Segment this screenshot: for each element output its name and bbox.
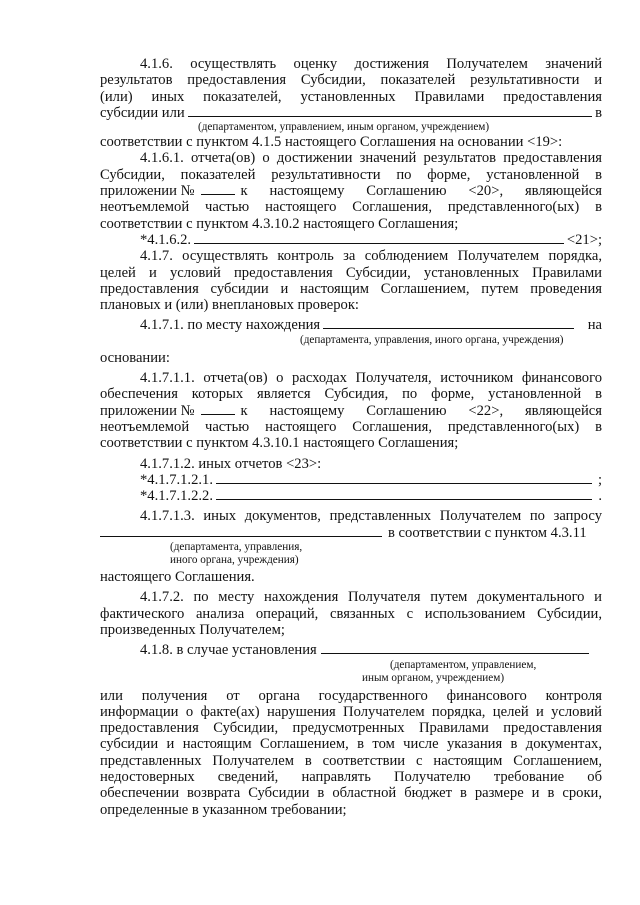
paragraph-4-1-7-line1: 4.1.7. осуществлять контроль за соблюдением Получателем порядка, — [140, 248, 602, 265]
blank-line-4-1-6-2[interactable] — [194, 232, 564, 244]
item-4-1-7-1-2-1-label: *4.1.7.1.2.1. — [140, 471, 213, 488]
paragraph-4-1-6-1-line4: неотъемлемой частью настоящего Соглашения, представленного(ых) в — [100, 199, 602, 216]
paragraph-4-1-6-line4-end: в — [595, 104, 602, 121]
caption-authority-1: (департаментом, управлением, иным органом, учреждением) — [198, 121, 490, 134]
item-4-1-7-1-2-2-label: *4.1.7.1.2.2. — [140, 488, 213, 505]
paragraph-4-1-7-1-1-line4: неотъемлемой частью настоящего Соглашения, представленного(ых) в — [100, 418, 602, 435]
paragraph-4-1-6-line4-start: субсидии или — [100, 104, 185, 121]
paragraph-4-1-6-line4 — [100, 105, 602, 121]
blank-appendix-number-2[interactable] — [201, 403, 235, 415]
document-page — [100, 56, 602, 818]
blank-line-authority-4[interactable] — [321, 642, 589, 654]
paragraph-4-1-8-line5: представленных Получателем в соответствии с настоящим Соглашением, — [100, 752, 602, 769]
paragraph-4-1-7-1-1-line2: обеспечения которых является Субсидия, по форме, установленной в — [100, 386, 602, 403]
paragraph-4-1-8-line8: определенные в указанном требовании; — [100, 801, 347, 818]
paragraph-4-1-8-line1: или получения от органа государственного финансового контроля — [100, 687, 602, 704]
paragraph-4-1-6-1-line3-a: приложении № — [100, 183, 195, 200]
paragraph-4-1-6-2-end: <21>; — [566, 231, 602, 248]
paragraph-4-1-8-start — [100, 642, 602, 658]
paragraph-4-1-6-1-line3-b: к настоящему Соглашению <20>, являющейся — [240, 183, 602, 200]
paragraph-4-1-6-1-line5: соответствии с пунктом 4.3.10.2 настоящего Соглашения; — [100, 215, 459, 232]
paragraph-4-1-6-line1: 4.1.6. осуществлять оценку достижения Получателем значений — [140, 56, 602, 72]
paragraph-4-1-7-1-1-line5: соответствии с пунктом 4.3.10.1 настоящего Соглашения; — [100, 435, 459, 452]
paragraph-4-1-7-1-1-line3-a: приложении № — [100, 402, 195, 419]
paragraph-4-1-7-1-1-line1: 4.1.7.1.1. отчета(ов) о расходах Получателя, источником финансового — [140, 370, 602, 387]
paragraph-4-1-8-line4: субсидии и настоящим Соглашением, в том числе указания в документах, — [100, 736, 602, 753]
paragraph-4-1-7-1-start: 4.1.7.1. по месту нахождения — [140, 317, 321, 334]
caption-authority-3-line2: иного органа, учреждения) — [170, 554, 299, 567]
blank-line-4-1-7-1-2-1[interactable] — [216, 472, 592, 484]
paragraph-4-1-8-line3: предоставления Субсидии, предусмотренных Правилами предоставления — [100, 720, 602, 737]
paragraph-4-1-6-line3: (или) иных показателей, установленных Правилами предоставления — [100, 88, 602, 105]
paragraph-4-1-7-1-3-line3: настоящего Соглашения. — [100, 569, 255, 586]
paragraph-4-1-7-1-3-line2 — [100, 525, 602, 541]
blank-appendix-number-1[interactable] — [201, 183, 235, 195]
paragraph-4-1-7-1-end: на — [587, 317, 602, 334]
item-4-1-7-1-2-2-end: . — [598, 488, 602, 505]
paragraph-4-1-7-1-2-line1: 4.1.7.1.2. иных отчетов <23>: — [140, 455, 322, 472]
paragraph-4-1-7-1 — [100, 317, 602, 333]
paragraph-4-1-6-2-label: *4.1.6.2. — [140, 231, 192, 248]
blank-line-authority-3[interactable] — [100, 525, 382, 537]
paragraph-4-1-6-line5: соответствии с пунктом 4.1.5 настоящего Соглашения на основании <19>: — [100, 134, 563, 151]
paragraph-4-1-7-1-2-item1 — [100, 472, 602, 488]
caption-authority-4-line1: (департаментом, управлением, — [390, 658, 537, 671]
blank-line-authority-2[interactable] — [323, 317, 574, 329]
paragraph-4-1-6-1-line2: Субсидии, показателей результативности по форме, установленной в — [100, 166, 602, 183]
paragraph-4-1-6-2 — [100, 232, 602, 248]
paragraph-4-1-6-line2: результатов предоставления Субсидии, показателей результативности и — [100, 72, 602, 89]
blank-line-4-1-7-1-2-2[interactable] — [216, 488, 592, 500]
paragraph-4-1-7-2-line1: 4.1.7.2. по месту нахождения Получателя путем документального и — [140, 589, 602, 606]
paragraph-4-1-7-2-line2: фактического анализа операций, связанных с использованием Субсидии, — [100, 605, 602, 622]
paragraph-4-1-7-1-1-line3 — [100, 403, 602, 419]
paragraph-4-1-8-line2: информации о факте(ах) нарушения Получателем порядка, целей и условий — [100, 703, 602, 720]
paragraph-4-1-7-1-3-line1: 4.1.7.1.3. иных документов, представленных Получателем по запросу — [140, 508, 602, 525]
paragraph-4-1-6-1-line3 — [100, 183, 602, 199]
paragraph-4-1-7-2-line3: произведенных Получателем; — [100, 621, 285, 638]
paragraph-4-1-7-1-2-item2 — [100, 488, 602, 504]
paragraph-4-1-7-1-3-line2-end: в соответствии с пунктом 4.3.11 — [388, 524, 587, 541]
item-4-1-7-1-2-1-end: ; — [597, 471, 602, 488]
paragraph-4-1-8-start-text: 4.1.8. в случае установления — [140, 642, 317, 659]
paragraph-4-1-8-line6: недостоверных сведений, направлять Получателю требование об — [100, 768, 602, 785]
caption-authority-2: (департамента, управления, иного органа, учреждения) — [300, 333, 564, 346]
paragraph-4-1-7-1-next: основании: — [100, 349, 170, 366]
paragraph-4-1-8-line7: обеспечении возврата Субсидии в областной бюджет в размере и в сроки, — [100, 785, 602, 802]
blank-line-authority-1[interactable] — [188, 105, 592, 117]
caption-authority-4-line2: иным органом, учреждением) — [362, 671, 505, 684]
caption-authority-3-line1: (департамента, управления, — [170, 541, 303, 554]
paragraph-4-1-6-1-line1: 4.1.6.1. отчета(ов) о достижении значений результатов предоставления — [140, 150, 602, 167]
paragraph-4-1-7-1-1-line3-b: к настоящему Соглашению <22>, являющейся — [240, 402, 602, 419]
paragraph-4-1-7-line4: плановых и (или) внеплановых проверок: — [100, 297, 359, 314]
paragraph-4-1-7-line2: целей и условий предоставления Субсидии, установленных Правилами — [100, 264, 602, 281]
paragraph-4-1-7-line3: предоставления субсидии и настоящим Соглашением, путем проведения — [100, 280, 602, 297]
